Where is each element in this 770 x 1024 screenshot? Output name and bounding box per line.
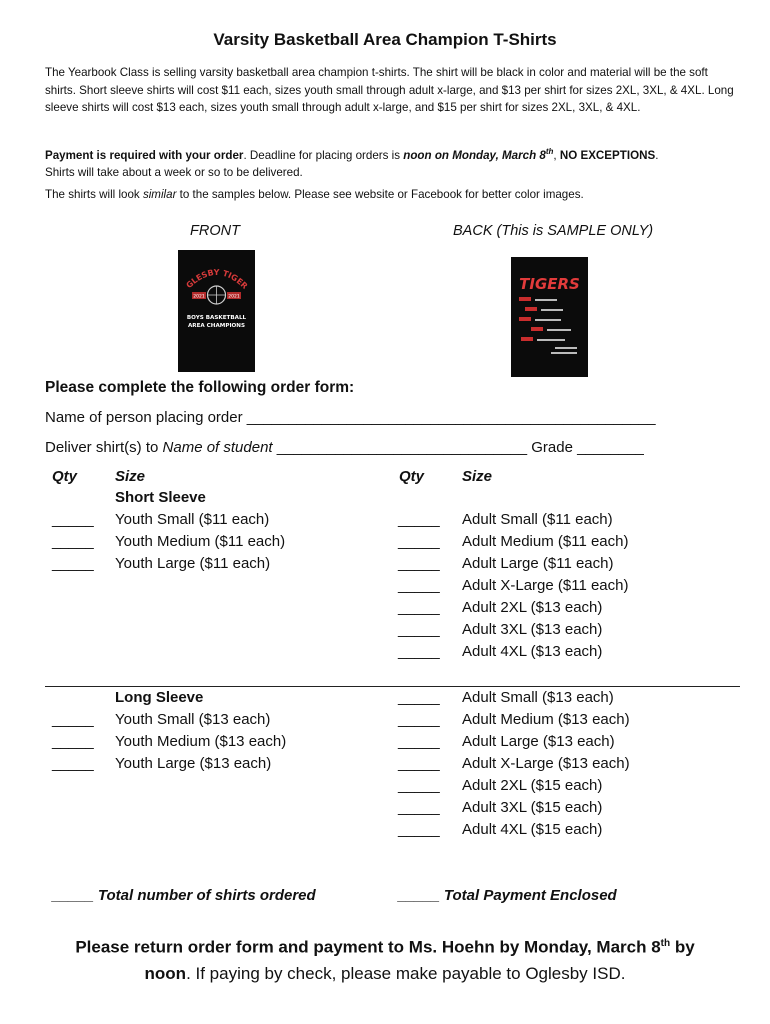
long-adult-medium: Adult Medium ($13 each) bbox=[462, 711, 630, 728]
payment-deadline-sup: th bbox=[545, 147, 554, 156]
footer-line1-text: Please return order form and payment to Ms. Hoehn by Monday, March 8 bbox=[75, 937, 661, 957]
short-adult-xlarge: Adult X-Large ($11 each) bbox=[462, 577, 629, 594]
qty-blank[interactable]: _____ bbox=[398, 511, 440, 528]
samples-note-em: similar bbox=[142, 188, 177, 201]
qty-blank[interactable]: _____ bbox=[398, 599, 440, 616]
total-shirts-input-line[interactable]: _____ bbox=[52, 887, 94, 904]
long-youth-medium: Youth Medium ($13 each) bbox=[115, 733, 287, 750]
footer-line1-sup: th bbox=[660, 938, 671, 949]
page-title: Varsity Basketball Area Champion T-Shirts bbox=[213, 30, 557, 49]
footer-instructions bbox=[0, 931, 770, 987]
long-adult-2xl: Adult 2XL ($15 each) bbox=[462, 777, 603, 794]
long-adult-small: Adult Small ($13 each) bbox=[462, 689, 614, 706]
payment-text-2: , bbox=[553, 148, 560, 162]
qty-blank[interactable]: _____ bbox=[398, 689, 440, 706]
back-tigers-word: TIGERS bbox=[519, 275, 580, 293]
qty-blank[interactable]: _____ bbox=[398, 777, 440, 794]
qty-blank[interactable]: _____ bbox=[52, 555, 94, 572]
form-heading: Please complete the following order form: bbox=[45, 379, 355, 396]
payment-no-exceptions: NO EXCEPTIONS bbox=[559, 148, 656, 162]
qty-blank[interactable]: _____ bbox=[52, 733, 94, 750]
qty-blank[interactable]: _____ bbox=[398, 821, 440, 838]
short-adult-4xl: Adult 4XL ($13 each) bbox=[462, 643, 603, 660]
front-shirt-image bbox=[178, 250, 255, 372]
qty-blank[interactable]: _____ bbox=[52, 711, 94, 728]
qty-header-right: Qty bbox=[399, 468, 425, 485]
front-arc-text: GLESBY TIGER bbox=[184, 267, 250, 291]
total-shirts-row bbox=[52, 887, 316, 904]
short-youth-medium: Youth Medium ($11 each) bbox=[115, 533, 286, 550]
short-adult-2xl: Adult 2XL ($13 each) bbox=[462, 599, 603, 616]
front-score-left: 2021 bbox=[193, 294, 205, 300]
short-adult-medium: Adult Medium ($11 each) bbox=[462, 533, 629, 550]
back-shirt-graphic bbox=[511, 257, 588, 377]
qty-blank[interactable]: _____ bbox=[398, 755, 440, 772]
student-name-input-line[interactable]: ______________________________ bbox=[276, 439, 528, 456]
front-line-1: BOYS BASKETBALL bbox=[186, 315, 247, 321]
grade-input-line[interactable]: ________ bbox=[577, 439, 644, 456]
payment-delivery-note: Shirts will take about a week or so to be delivered. bbox=[45, 166, 303, 180]
payment-deadline: noon on Monday, March 8 bbox=[403, 148, 546, 162]
short-adult-small: Adult Small ($11 each) bbox=[462, 511, 613, 528]
footer-line1-post: by bbox=[670, 937, 695, 957]
total-payment-row bbox=[398, 887, 617, 904]
qty-blank[interactable]: _____ bbox=[398, 555, 440, 572]
deliver-label: Deliver shirt(s) to bbox=[45, 439, 163, 456]
qty-blank[interactable]: _____ bbox=[398, 577, 440, 594]
total-payment-label: Total Payment Enclosed bbox=[443, 887, 617, 904]
qty-blank[interactable]: _____ bbox=[398, 643, 440, 660]
samples-note-before: The shirts will look bbox=[45, 188, 143, 201]
samples-note-after: to the samples below. Please see website or Facebook for better color images. bbox=[176, 188, 584, 201]
qty-blank[interactable]: _____ bbox=[398, 533, 440, 550]
payment-text-1: . Deadline for placing orders is bbox=[243, 148, 404, 162]
name-row bbox=[45, 409, 656, 426]
footer-line2-text: . If paying by check, please make payable to Oglesby ISD. bbox=[186, 963, 626, 983]
front-score-right: 2021 bbox=[228, 294, 240, 300]
short-youth-small: Youth Small ($11 each) bbox=[115, 511, 270, 528]
grade-label: Grade bbox=[531, 439, 573, 456]
back-shirt-image bbox=[511, 257, 588, 377]
qty-header-left: Qty bbox=[52, 468, 78, 485]
long-youth-large: Youth Large ($13 each) bbox=[115, 755, 272, 772]
qty-blank[interactable]: _____ bbox=[52, 511, 94, 528]
size-header-right: Size bbox=[462, 468, 493, 485]
qty-blank[interactable]: _____ bbox=[52, 755, 94, 772]
short-adult-3xl: Adult 3XL ($13 each) bbox=[462, 621, 603, 638]
long-adult-xlarge: Adult X-Large ($13 each) bbox=[462, 755, 630, 772]
qty-blank[interactable]: _____ bbox=[398, 621, 440, 638]
qty-blank[interactable]: _____ bbox=[398, 711, 440, 728]
short-youth-large: Youth Large ($11 each) bbox=[115, 555, 271, 572]
qty-blank[interactable]: _____ bbox=[398, 799, 440, 816]
total-shirts-label: Total number of shirts ordered bbox=[97, 887, 316, 904]
long-sleeve-label: Long Sleeve bbox=[115, 689, 204, 706]
deliver-row bbox=[45, 439, 644, 456]
name-label: Name of person placing order bbox=[45, 409, 243, 426]
short-adult-large: Adult Large ($11 each) bbox=[462, 555, 614, 572]
payment-paragraph bbox=[45, 143, 735, 182]
long-adult-4xl: Adult 4XL ($15 each) bbox=[462, 821, 603, 838]
long-adult-3xl: Adult 3XL ($15 each) bbox=[462, 799, 603, 816]
footer-line2-bold: noon bbox=[144, 963, 187, 983]
front-caption: FRONT bbox=[190, 223, 240, 239]
qty-blank[interactable]: _____ bbox=[52, 533, 94, 550]
front-line-2: AREA CHAMPIONS bbox=[187, 323, 246, 329]
back-caption: BACK (This is SAMPLE ONLY) bbox=[453, 223, 654, 239]
section-divider bbox=[45, 686, 740, 687]
deliver-label-em: Name of student bbox=[162, 439, 273, 456]
size-header-left: Size bbox=[115, 468, 146, 485]
samples-note bbox=[45, 186, 735, 204]
name-input-line[interactable]: _________________________________________________ bbox=[246, 409, 656, 426]
short-sleeve-label: Short Sleeve bbox=[115, 489, 206, 506]
front-shirt-graphic bbox=[178, 250, 255, 372]
intro-paragraph: The Yearbook Class is selling varsity basketball area champion t-shirts. The shirt will be black in color and material will be the soft shirts. Short sleeve shirts will cost $11 each, sizes youth small through adult x-large, and $13 per shirt for sizes 2XL, 3XL, & 4XL. Long sleeve shirts will cost $13 each, sizes youth small through adult x-large, and $15 per shirt for sizes 2XL, 3XL, & 4XL. bbox=[45, 66, 734, 114]
qty-blank[interactable]: _____ bbox=[398, 733, 440, 750]
payment-lead: Payment is required with your order bbox=[45, 148, 244, 162]
payment-text-3: . bbox=[655, 148, 659, 162]
long-youth-small: Youth Small ($13 each) bbox=[115, 711, 271, 728]
total-payment-input-line[interactable]: _____ bbox=[398, 887, 440, 904]
long-adult-large: Adult Large ($13 each) bbox=[462, 733, 615, 750]
